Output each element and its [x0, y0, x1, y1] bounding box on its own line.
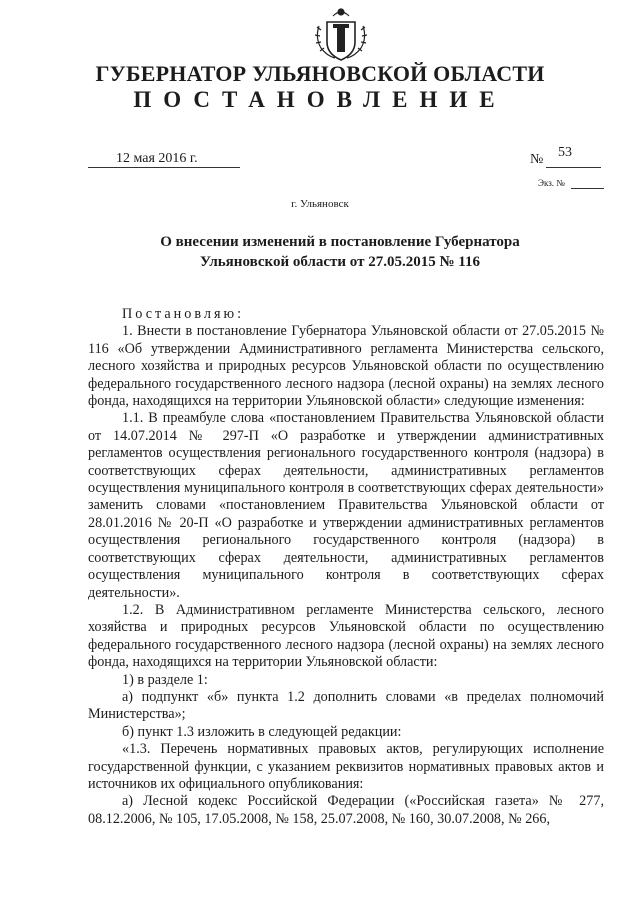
paragraph: б) пункт 1.3 изложить в следующей редакции:	[122, 723, 402, 740]
paragraph-preamble: Постановляю:	[122, 306, 245, 322]
city: г. Ульяновск	[291, 198, 349, 210]
paragraph: а) Лесной кодекс Российской Федерации («Российская газета» № 277, 08.12.2006, № 105, 17.05.2008, № 158, 25.07.2008, № 160, 30.07.2008, № 266,	[88, 793, 604, 827]
paragraph: а) подпункт «б» пункта 1.2 дополнить словами «в пределах полномочий Министерства»;	[88, 688, 604, 723]
number-label: №	[530, 152, 544, 167]
document-subject: О внесении изменений в постановление Губернатора Ульяновской области от 27.05.2015 № 116	[160, 234, 520, 270]
paragraph: 1.1. В преамбуле слова «постановлением Правительства Ульяновской области от 14.07.2014 № 297-П «О разработке и утверждении административных регламентов осуществления регионального государственного контроля (надзора) в соответствующих сферах деятельности, административных регламентов осуществления муниципального контроля в соответствующих сферах деятельности» заменить словами «постановлением Правительства Ульяновской области от 28.01.2016 № 20-П «О разработке и утверждении административных регламентов осуществления регионального государственного контроля (надзора) в соответствующих сферах деятельности, административных регламентов осуществления муниципального контроля в соответствующих сферах деятельности».	[88, 410, 604, 601]
authority-title: ГУБЕРНАТОР УЛЬЯНОВСКОЙ ОБЛАСТИ	[95, 61, 545, 86]
document-type: ПОСТАНОВЛЕНИЕ	[133, 87, 507, 112]
document-number: 53	[558, 145, 572, 160]
coat-of-arms-icon	[311, 6, 371, 64]
paragraph: «1.3. Перечень нормативных правовых актов, регулирующих исполнение государственной функции, с указанием реквизитов нормативных правовых актов и источников их официального опубликования:	[88, 741, 604, 792]
copy-number-underline	[571, 188, 604, 189]
paragraph: 1) в разделе 1:	[122, 671, 208, 688]
paragraph: 1. Внести в постановление Губернатора Ульяновской области от 27.05.2015 № 116 «Об утверждении Административного регламента Министерства сельского, лесного хозяйства и природных ресурсов Ульяновской области по осуществлению федерального государственного лесного надзора (лесной охраны) на землях лесного фонда, находящихся на территории Ульяновской области» следующие изменения:	[88, 323, 604, 410]
paragraph: 1.2. В Административном регламенте Министерства сельского, лесного хозяйства и природных ресурсов Ульяновской области по осуществлению федерального государственного лесного надзора (лесной охраны) на землях лесного фонда, находящихся на территории Ульяновской области:	[88, 601, 604, 671]
document-date: 12 мая 2016 г.	[88, 150, 240, 168]
number-underline	[546, 167, 601, 168]
document-body	[88, 306, 604, 828]
copy-number-label: Экз. №	[538, 178, 565, 188]
